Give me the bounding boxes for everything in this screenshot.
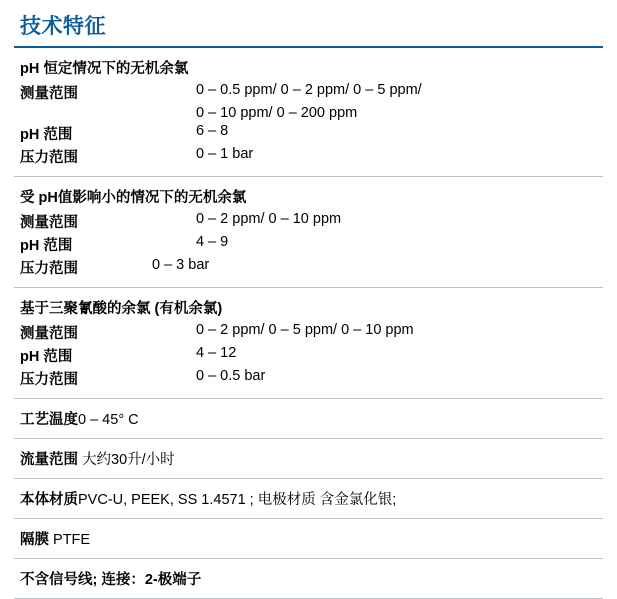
- spec-label: 工艺温度: [20, 412, 78, 428]
- spec-value: 4 – 12: [196, 345, 237, 361]
- spec-value: 6 – 8: [196, 123, 229, 139]
- spec-row: [14, 210, 603, 233]
- spec-label: 压力范围: [20, 261, 78, 277]
- spec-line: [14, 487, 603, 510]
- spec-value: 4 – 9: [196, 234, 229, 250]
- spec-line: [14, 447, 603, 470]
- spec-value: 0 – 0.5 bar: [196, 368, 266, 384]
- spec-label: 压力范围: [20, 372, 78, 388]
- spec-row: [14, 367, 603, 390]
- spec-value: PTFE: [49, 532, 91, 548]
- spec-row: [14, 145, 603, 168]
- indent-spacer: [20, 105, 196, 121]
- spec-label: 流量范围: [20, 452, 78, 468]
- spec-label: 压力范围: [20, 150, 78, 166]
- spec-section: [14, 288, 603, 399]
- section-heading: 受 pH值影响小的情况下的无机余氯: [20, 190, 247, 206]
- spec-line: [14, 567, 603, 590]
- spec-row-continuation: [14, 104, 603, 122]
- spec-row: [14, 344, 603, 367]
- spec-section: [14, 559, 603, 599]
- spec-section: [14, 479, 603, 519]
- spec-section: [14, 177, 603, 288]
- page-title: 技术特征: [20, 15, 106, 38]
- spec-value: 0 – 1 bar: [196, 146, 254, 162]
- spec-value: 0 – 2 ppm/ 0 – 10 ppm: [196, 211, 342, 227]
- spec-section: [14, 439, 603, 479]
- spec-row: [14, 321, 603, 344]
- spec-value: 大约30升/小时: [78, 452, 175, 468]
- spec-label: 本体材质: [20, 492, 78, 508]
- spec-section: [14, 519, 603, 559]
- spec-label: 测量范围: [20, 326, 78, 342]
- spec-value: 0 – 3 bar: [152, 257, 210, 273]
- spec-row: [14, 122, 603, 145]
- spec-value: 0 – 2 ppm/ 0 – 5 ppm/ 0 – 10 ppm: [196, 322, 414, 338]
- spec-label: pH 范围: [20, 238, 73, 254]
- section-heading: pH 恒定情况下的无机余氯: [20, 61, 189, 77]
- spec-label: 测量范围: [20, 86, 78, 102]
- spec-row: [14, 256, 603, 279]
- spec-label: 隔膜: [20, 532, 49, 548]
- spec-value-continued: 0 – 10 ppm/ 0 – 200 ppm: [196, 105, 358, 121]
- spec-label: 不含信号线; 连接：2-极端子: [20, 572, 202, 588]
- spec-value: PVC-U, PEEK, SS 1.4571 ; 电极材质 含金氯化银;: [78, 492, 397, 508]
- spec-label: 测量范围: [20, 215, 78, 231]
- spec-label: pH 范围: [20, 349, 73, 365]
- spec-row: [14, 233, 603, 256]
- spec-value: 0 – 45° C: [78, 412, 139, 428]
- section-heading: 基于三聚氰酸的余氯 (有机余氯): [20, 301, 223, 317]
- spec-label: pH 范围: [20, 127, 73, 143]
- spec-line: [14, 527, 603, 550]
- spec-section: [14, 48, 603, 177]
- spec-section: [14, 399, 603, 439]
- spec-row: [14, 81, 603, 104]
- spec-value: 0 – 0.5 ppm/ 0 – 2 ppm/ 0 – 5 ppm/: [196, 82, 422, 98]
- spec-line: [14, 407, 603, 430]
